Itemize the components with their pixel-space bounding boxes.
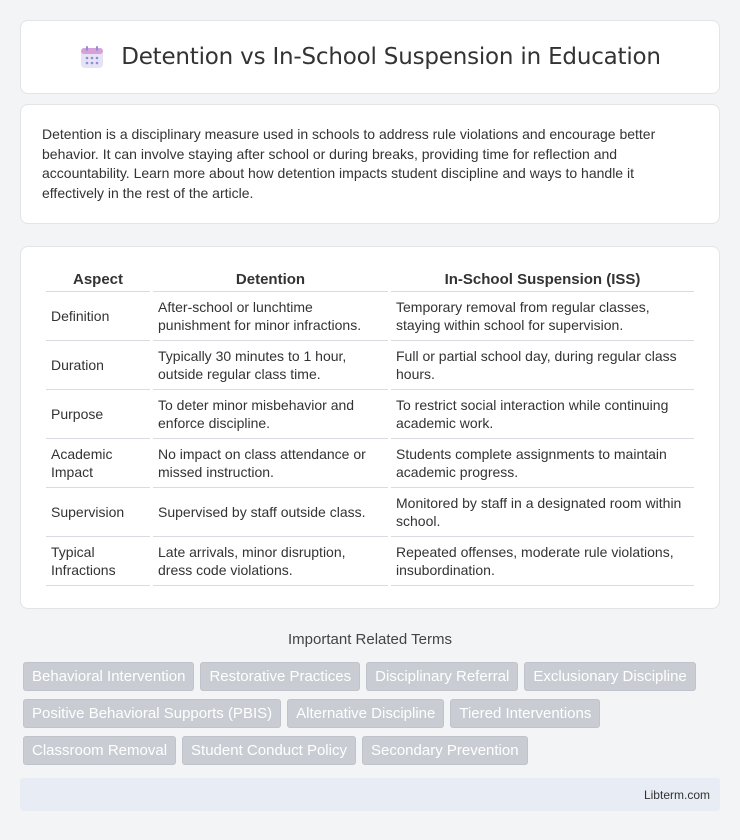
- table-row: [46, 537, 694, 586]
- header-iss: In-School Suspension (ISS): [391, 265, 694, 292]
- row-aspect: Definition: [46, 292, 150, 341]
- term-tag[interactable]: Behavioral Intervention: [23, 662, 194, 691]
- row-iss: Temporary removal from regular classes, staying within school for supervision.: [391, 292, 694, 341]
- intro-card: [20, 104, 720, 224]
- table-header-row: [46, 265, 694, 292]
- row-aspect: Supervision: [46, 488, 150, 537]
- row-aspect: Purpose: [46, 390, 150, 439]
- term-tag[interactable]: Positive Behavioral Supports (PBIS): [23, 699, 281, 728]
- page-title: Detention vs In-School Suspension in Education: [121, 44, 661, 70]
- table-row: [46, 488, 694, 537]
- term-tag[interactable]: Restorative Practices: [200, 662, 360, 691]
- table-row: [46, 390, 694, 439]
- table-row: [46, 341, 694, 390]
- row-iss: To restrict social interaction while continuing academic work.: [391, 390, 694, 439]
- row-detention: No impact on class attendance or missed instruction.: [153, 439, 388, 488]
- footer-site-link[interactable]: Libterm.com: [643, 787, 710, 802]
- term-tag[interactable]: Classroom Removal: [23, 736, 176, 765]
- term-tag[interactable]: Exclusionary Discipline: [524, 662, 695, 691]
- table-row: [46, 292, 694, 341]
- row-iss: Full or partial school day, during regular class hours.: [391, 341, 694, 390]
- term-tag[interactable]: Student Conduct Policy: [182, 736, 356, 765]
- term-tag[interactable]: Secondary Prevention: [362, 736, 528, 765]
- title-card: [20, 20, 720, 94]
- row-detention: To deter minor misbehavior and enforce discipline.: [153, 390, 388, 439]
- header-aspect: Aspect: [46, 265, 150, 292]
- table-row: [46, 439, 694, 488]
- row-detention: After-school or lunchtime punishment for minor infractions.: [153, 292, 388, 341]
- related-terms-list: [20, 662, 720, 765]
- term-tag[interactable]: Alternative Discipline: [287, 699, 444, 728]
- row-detention: Typically 30 minutes to 1 hour, outside regular class time.: [153, 341, 388, 390]
- header-detention: Detention: [153, 265, 388, 292]
- row-detention: Supervised by staff outside class.: [153, 488, 388, 537]
- related-terms-title: Important Related Terms: [288, 631, 452, 648]
- row-aspect: Academic Impact: [46, 439, 150, 488]
- row-aspect: Duration: [46, 341, 150, 390]
- row-detention: Late arrivals, minor disruption, dress code violations.: [153, 537, 388, 586]
- row-iss: Monitored by staff in a designated room within school.: [391, 488, 694, 537]
- row-aspect: Typical Infractions: [46, 537, 150, 586]
- term-tag[interactable]: Tiered Interventions: [450, 699, 600, 728]
- comparison-table: [43, 265, 697, 586]
- comparison-table-card: [20, 246, 720, 609]
- calendar-icon: [79, 44, 105, 70]
- footer: [20, 778, 720, 811]
- intro-text: Detention is a disciplinary measure used in schools to address rule violations and encourage better behavior. It can involve staying after school or during breaks, providing time for reflection and accountability. Learn more about how detention impacts student discipline and ways to handle it effectively in the rest of the article.: [42, 126, 656, 201]
- row-iss: Students complete assignments to maintain academic progress.: [391, 439, 694, 488]
- row-iss: Repeated offenses, moderate rule violations, insubordination.: [391, 537, 694, 586]
- term-tag[interactable]: Disciplinary Referral: [366, 662, 518, 691]
